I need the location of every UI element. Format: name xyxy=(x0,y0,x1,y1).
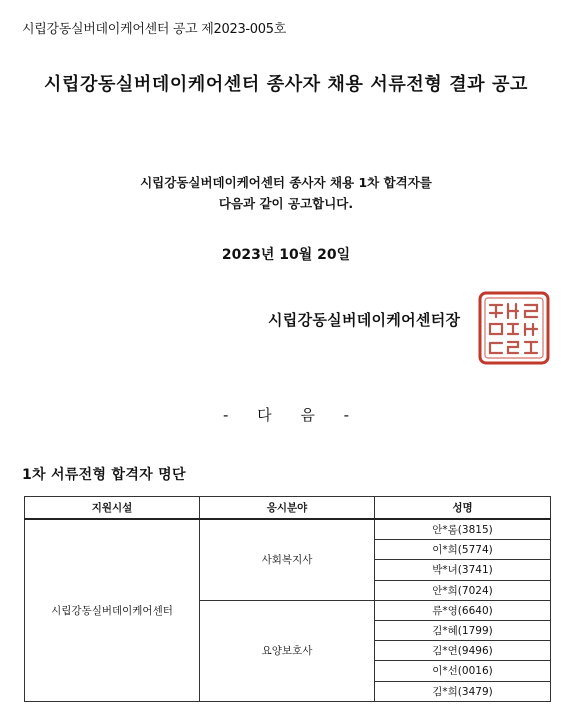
section-title: 1차 서류전형 합격자 명단 xyxy=(22,467,186,483)
table-row xyxy=(25,519,551,540)
notice-body-line-1: 시립강동실버데이케어센터 종사자 채용 1차 합격자를 xyxy=(140,175,432,190)
applicant-name: 김*혜(1799) xyxy=(375,620,551,640)
facility-cell: 시립강동실버데이케어센터 xyxy=(25,519,200,701)
field-cell-care-worker: 요양보호사 xyxy=(200,600,375,701)
applicant-name: 박*녀(3741) xyxy=(375,560,551,580)
column-header-facility: 지원시설 xyxy=(25,497,200,520)
applicant-name: 이*희(5774) xyxy=(375,540,551,560)
applicant-name: 류*영(6640) xyxy=(375,600,551,620)
applicant-name: 이*선(0016) xyxy=(375,661,551,681)
separator-text: - 다 음 - xyxy=(222,406,350,424)
table-header-row xyxy=(25,497,551,520)
applicant-name: 안*롬(3815) xyxy=(375,519,551,540)
applicant-name: 안*희(7024) xyxy=(375,580,551,600)
page-title: 시립강동실버데이케어센터 종사자 채용 서류전형 결과 공고 xyxy=(43,74,529,95)
field-cell-social-worker: 사회복지사 xyxy=(200,519,375,600)
signatory: 시립강동실버데이케어센터장 xyxy=(268,311,461,329)
column-header-field: 응시분야 xyxy=(200,497,375,520)
notice-date: 2023년 10월 20일 xyxy=(221,247,351,263)
notice-body-line-2: 다음과 같이 공고합니다. xyxy=(218,196,354,211)
column-header-name: 성명 xyxy=(375,497,551,520)
applicant-name: 김*연(9496) xyxy=(375,641,551,661)
official-seal-icon xyxy=(478,291,550,365)
results-table xyxy=(24,496,551,702)
applicant-name: 김*희(3479) xyxy=(375,681,551,701)
notice-body xyxy=(0,172,572,214)
notice-number: 시립강동실버데이케어센터 공고 제2023-005호 xyxy=(22,22,286,37)
